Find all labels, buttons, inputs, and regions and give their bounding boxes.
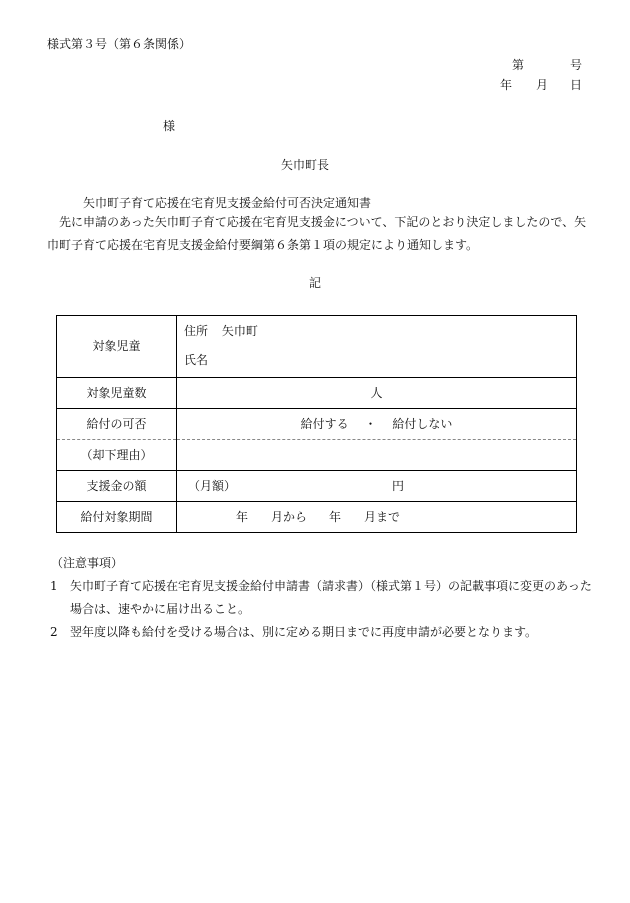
approval-yes-option: 給付する: [300, 416, 349, 431]
child-label: 対象児童: [57, 316, 177, 378]
document-number-prefix: 第: [512, 58, 525, 72]
note-number: 2: [50, 625, 58, 639]
address-value: 矢巾町: [221, 324, 258, 338]
table-row-period: [57, 502, 577, 533]
approval-no-option: 給付しない: [392, 416, 453, 431]
ki-heading: 記: [309, 276, 322, 290]
period-month-from: 月から: [271, 510, 308, 524]
period-year-from: 年: [236, 510, 249, 524]
count-unit: 人: [177, 378, 577, 409]
decision-table: [56, 315, 577, 533]
notes-section: [47, 552, 592, 644]
rejection-value: [177, 440, 577, 471]
note-number: 1: [50, 579, 58, 593]
rejection-label: （却下理由）: [57, 440, 177, 471]
amount-label: 支援金の額: [57, 471, 177, 502]
period-month-to: 月まで: [364, 510, 401, 524]
table-row-rejection-reason: [57, 440, 577, 471]
approval-separator: ・: [364, 416, 377, 431]
child-details-cell: [177, 316, 577, 378]
amount-unit: 円: [392, 479, 405, 493]
table-row-approval: [57, 409, 577, 440]
notes-heading: （注意事項）: [51, 556, 124, 570]
approval-options: [177, 409, 577, 440]
table-row-target-child: [57, 316, 577, 378]
approval-label: 給付の可否: [57, 409, 177, 440]
name-label: 氏名: [184, 353, 209, 368]
note-text: 矢巾町子育て応援在宅育児支援金給付申請書（請求書）（様式第１号）の記載事項に変更のあった場合は、速やかに届け出ること。: [70, 579, 592, 616]
form-number: 様式第３号（第６条関係）: [47, 37, 192, 51]
date-month: 月: [536, 78, 549, 92]
amount-cell: [177, 471, 577, 502]
address-label: 住所: [184, 324, 209, 338]
amount-monthly: （月額）: [188, 479, 237, 493]
table-row-amount: [57, 471, 577, 502]
period-year-to: 年: [329, 510, 342, 524]
period-label: 給付対象期間: [57, 502, 177, 533]
table-row-child-count: [57, 378, 577, 409]
date-day: 日: [570, 78, 583, 92]
note-text: 翌年度以降も給付を受ける場合は、別に定める期日までに再度申請が必要となります。: [70, 625, 538, 639]
period-cell: [177, 502, 577, 533]
note-item: [47, 575, 592, 621]
issuer: 矢巾町長: [281, 158, 330, 172]
count-label: 対象児童数: [57, 378, 177, 409]
addressee-suffix: 様: [163, 119, 176, 133]
body-text: 先に申請のあった矢巾町子育て応援在宅育児支援金について、下記のとおり決定しましたので、矢巾町子育て応援在宅育児支援金給付要綱第６条第１項の規定により通知します。: [47, 215, 587, 252]
document-number-suffix: 号: [570, 58, 583, 72]
date-year: 年: [500, 78, 513, 92]
document-title: 矢巾町子育て応援在宅育児支援金給付可否決定通知書: [83, 196, 372, 210]
note-item: [47, 621, 592, 644]
